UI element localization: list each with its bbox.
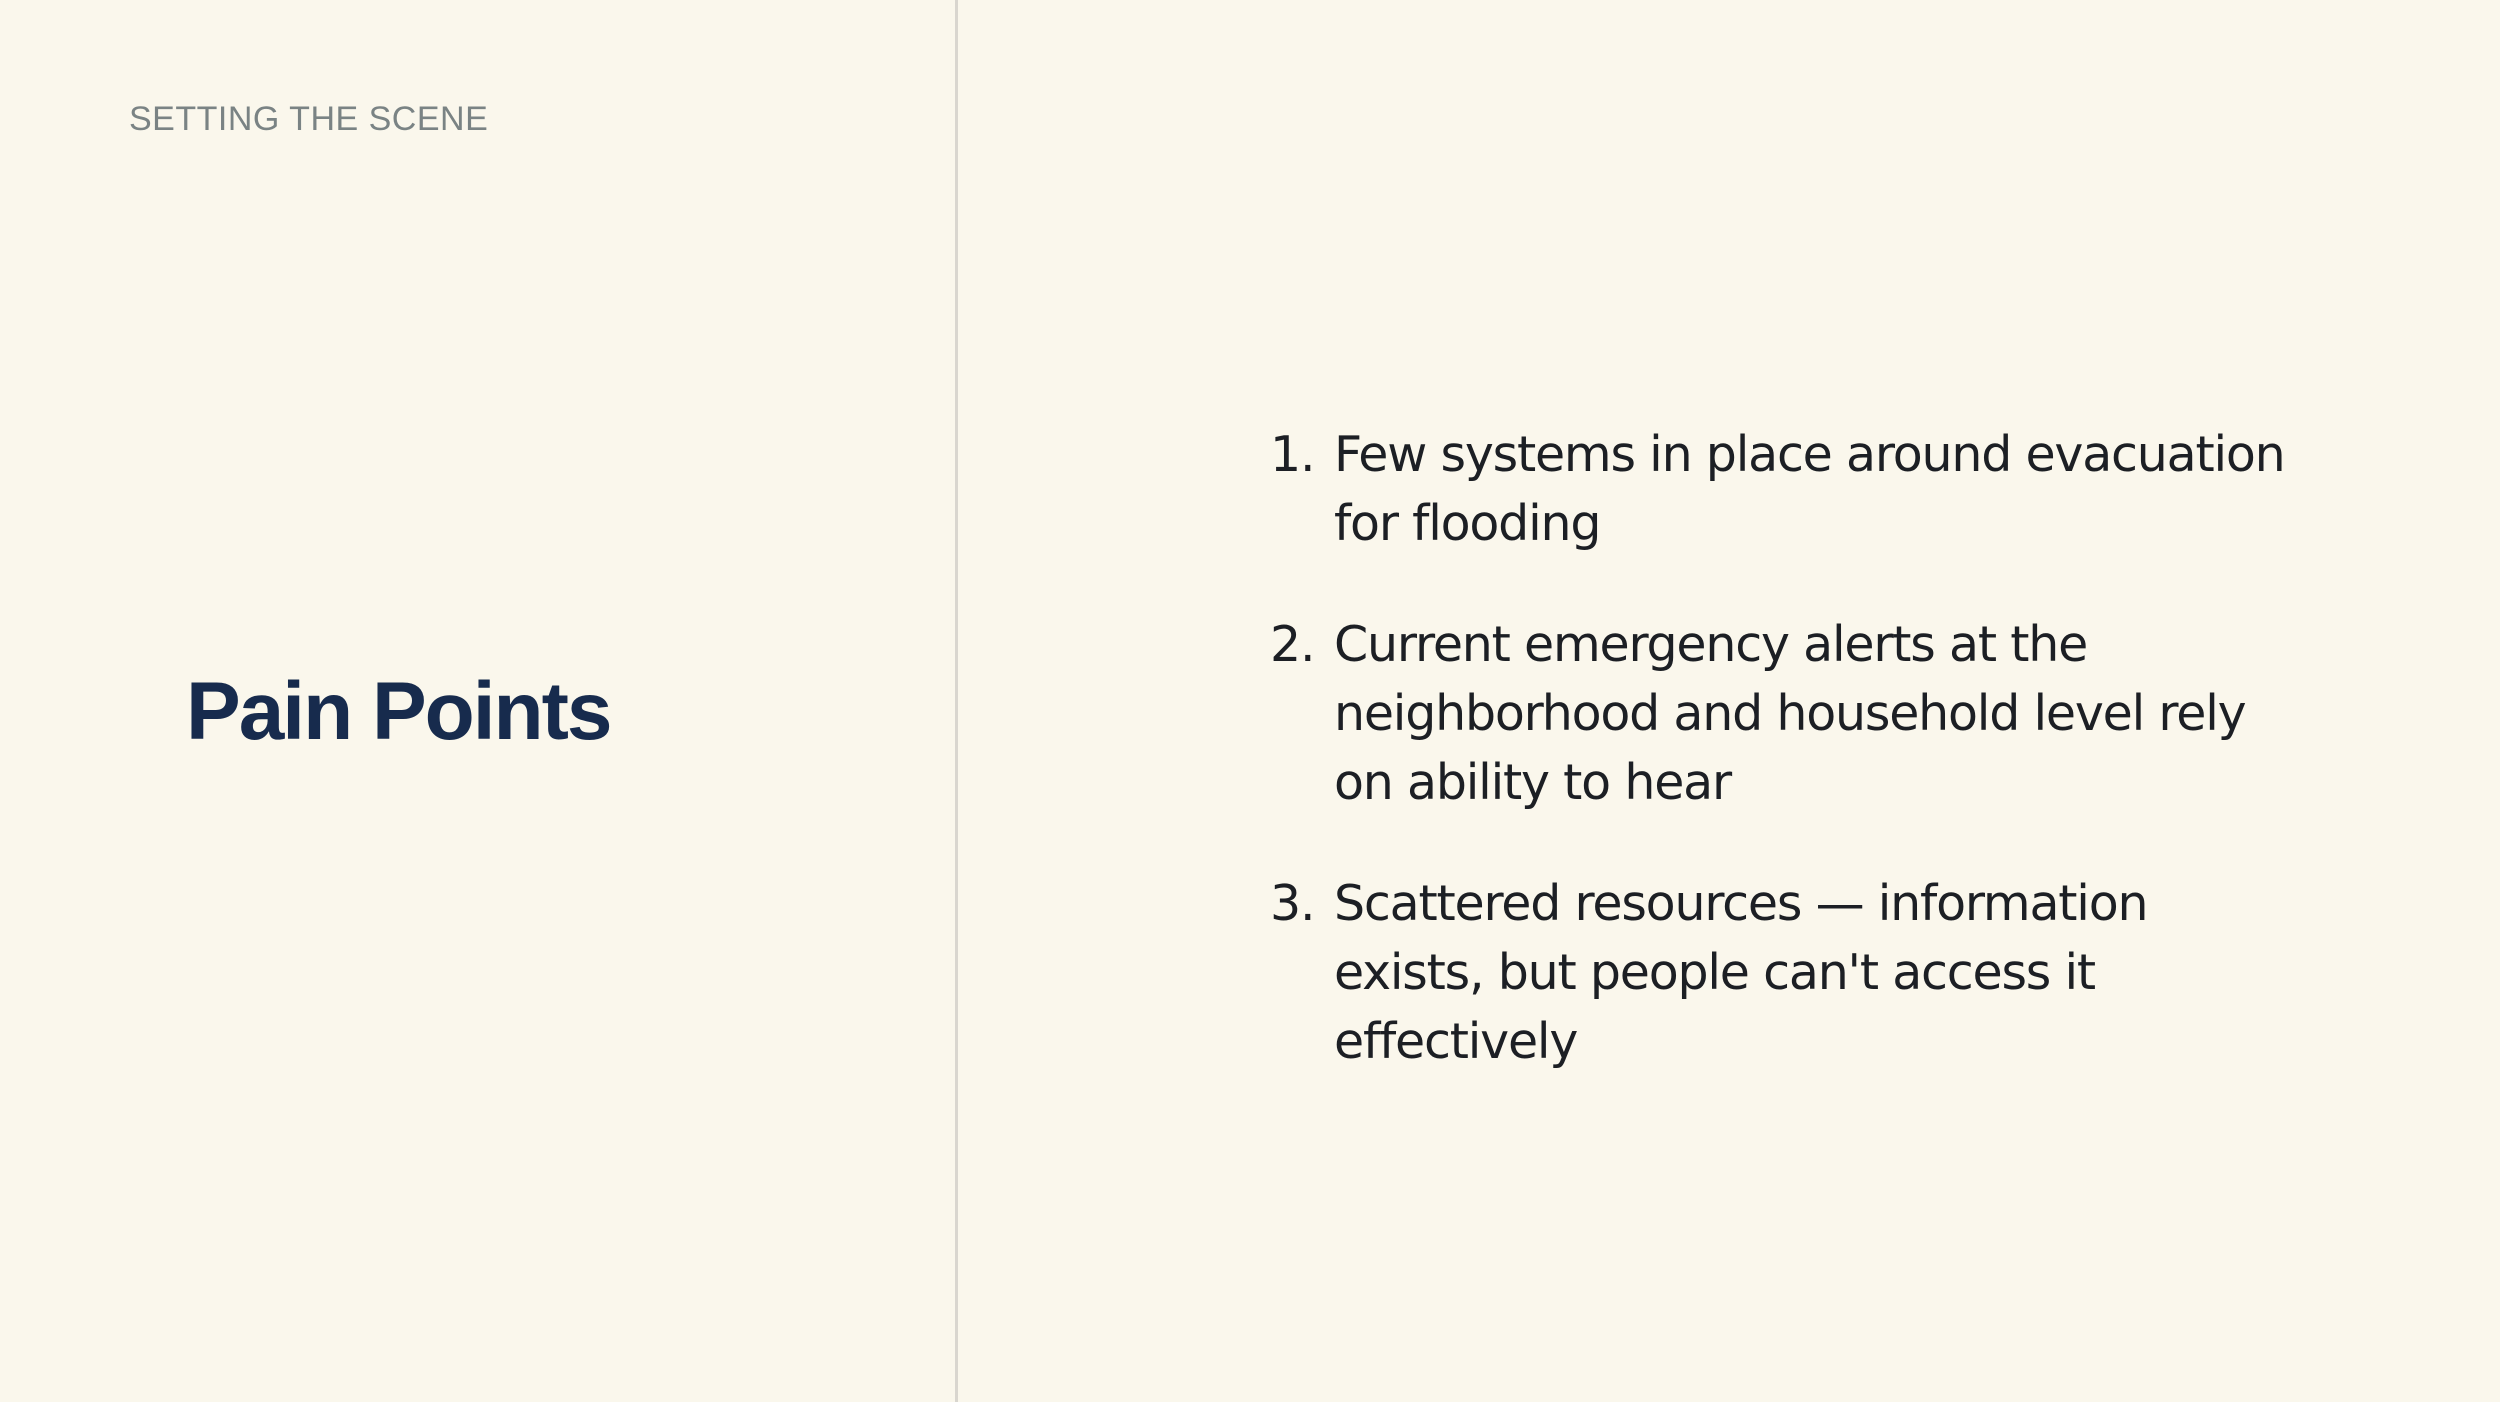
slide-title: Pain Points	[186, 666, 611, 757]
left-panel	[0, 0, 956, 1402]
pain-point-text: Scattered resources — information exists, but people can't access it effectively	[1334, 875, 2148, 1070]
pain-point-text: Few systems in place around evacuation for flooding	[1334, 426, 2285, 552]
pain-point-item	[1270, 869, 2290, 1076]
list-number: 1.	[1270, 426, 1315, 483]
list-number: 2.	[1270, 616, 1315, 673]
list-number: 3.	[1270, 875, 1315, 932]
pain-point-item	[1270, 420, 2290, 558]
pain-point-item	[1270, 610, 2290, 817]
section-eyebrow: SETTING THE SCENE	[129, 100, 489, 138]
vertical-divider	[955, 0, 958, 1402]
pain-points-list	[1270, 420, 2290, 1128]
pain-point-text: Current emergency alerts at the neighborhood and household level rely on ability to hear	[1334, 616, 2246, 811]
